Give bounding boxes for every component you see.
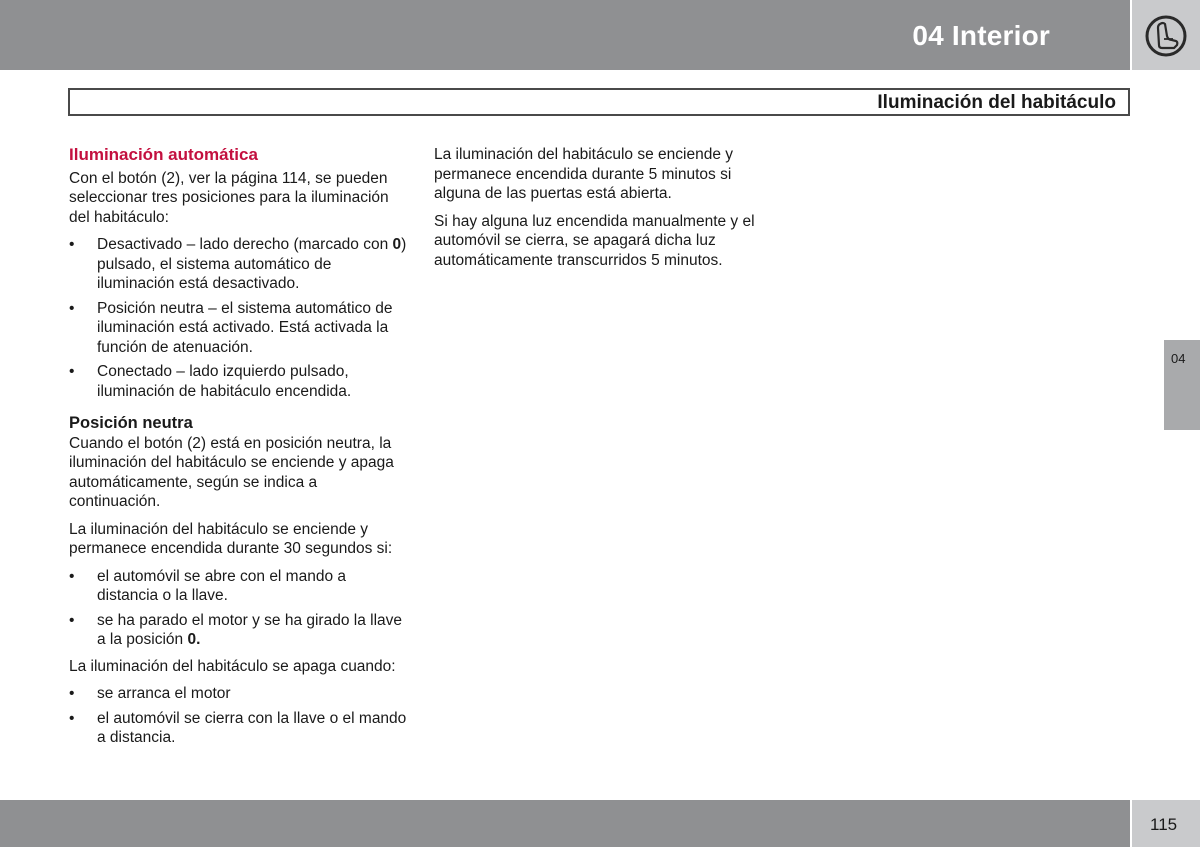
- bullet-icon: •: [69, 709, 75, 727]
- page-number: 115: [1150, 815, 1178, 834]
- on-30s-paragraph: La iluminación del habitáculo se enciende y permanece encendida durante 30 segundos si:: [69, 520, 393, 557]
- footer-band: [0, 800, 1130, 847]
- list-item: [69, 299, 407, 358]
- list-item: [69, 362, 407, 401]
- list-item: [69, 567, 407, 606]
- chapter-title: 04 Interior: [912, 20, 1050, 51]
- positions-list: [69, 235, 407, 401]
- item-text: Posición neutra – el sistema automático de iluminación está activado. Está activada la función de atenuación.: [97, 299, 393, 356]
- list-item: [69, 235, 407, 294]
- heading-neutral-position: Posición neutra: [69, 414, 193, 432]
- item-text: Conectado – lado izquierdo pulsado, iluminación de habitáculo encendida.: [97, 363, 352, 400]
- item-bold: 0.: [187, 631, 201, 648]
- bullet-icon: •: [69, 299, 75, 317]
- intro-paragraph: Con el botón (2), ver la página 114, se pueden seleccionar tres posiciones para la iluminación del habitáculo:: [69, 169, 389, 226]
- item-bold: 0: [392, 236, 402, 253]
- item-text: Desactivado – lado derecho (marcado con: [97, 236, 393, 253]
- item-text: ) pulsado, el sistema automático de iluminación está desactivado.: [97, 236, 407, 292]
- chapter-icon-box: [1132, 0, 1200, 70]
- bullet-icon: •: [69, 685, 75, 702]
- chapter-side-tab: [1164, 340, 1200, 430]
- seat-icon: [1140, 15, 1192, 57]
- right-column: [434, 145, 774, 278]
- item-text: el automóvil se abre con el mando a distancia o la llave.: [97, 567, 347, 604]
- auto-off-paragraph: Si hay alguna luz encendida manualmente y el automóvil se cierra, se apagará dicha luz automáticamente transcurridos 5 minutos.: [434, 212, 755, 269]
- bullet-icon: •: [69, 611, 75, 629]
- page-number-box: [1132, 800, 1200, 847]
- heading-automatic-lighting: Iluminación automática: [69, 145, 258, 164]
- off-paragraph: La iluminación del habitáculo se apaga cuando:: [69, 657, 396, 675]
- bullet-icon: •: [69, 236, 75, 253]
- item-text: se ha parado el motor y se ha girado la llave a la posición: [97, 611, 403, 648]
- section-title: Iluminación del habitáculo: [877, 92, 1116, 113]
- section-header: [68, 88, 1130, 116]
- bullet-icon: •: [69, 363, 75, 380]
- on-30s-list: [69, 567, 407, 650]
- list-item: [69, 611, 407, 650]
- list-item: [69, 684, 407, 704]
- bullet-icon: •: [69, 567, 75, 585]
- off-list: [69, 684, 407, 748]
- list-item: [69, 709, 407, 748]
- five-minutes-paragraph: La iluminación del habitáculo se enciende y permanece encendida durante 5 minutos si alguna de las puertas está abierta.: [434, 146, 734, 202]
- item-text: el automóvil se cierra con la llave o el mando a distancia.: [97, 709, 407, 746]
- side-tab-label: 04: [1171, 351, 1186, 366]
- header-band: [0, 0, 1130, 70]
- neutral-paragraph: Cuando el botón (2) está en posición neutra, la iluminación del habitáculo se enciende y apaga automáticamente, según se indica a continuación.: [69, 434, 394, 510]
- item-text: se arranca el motor: [97, 685, 231, 702]
- left-column: [69, 145, 407, 755]
